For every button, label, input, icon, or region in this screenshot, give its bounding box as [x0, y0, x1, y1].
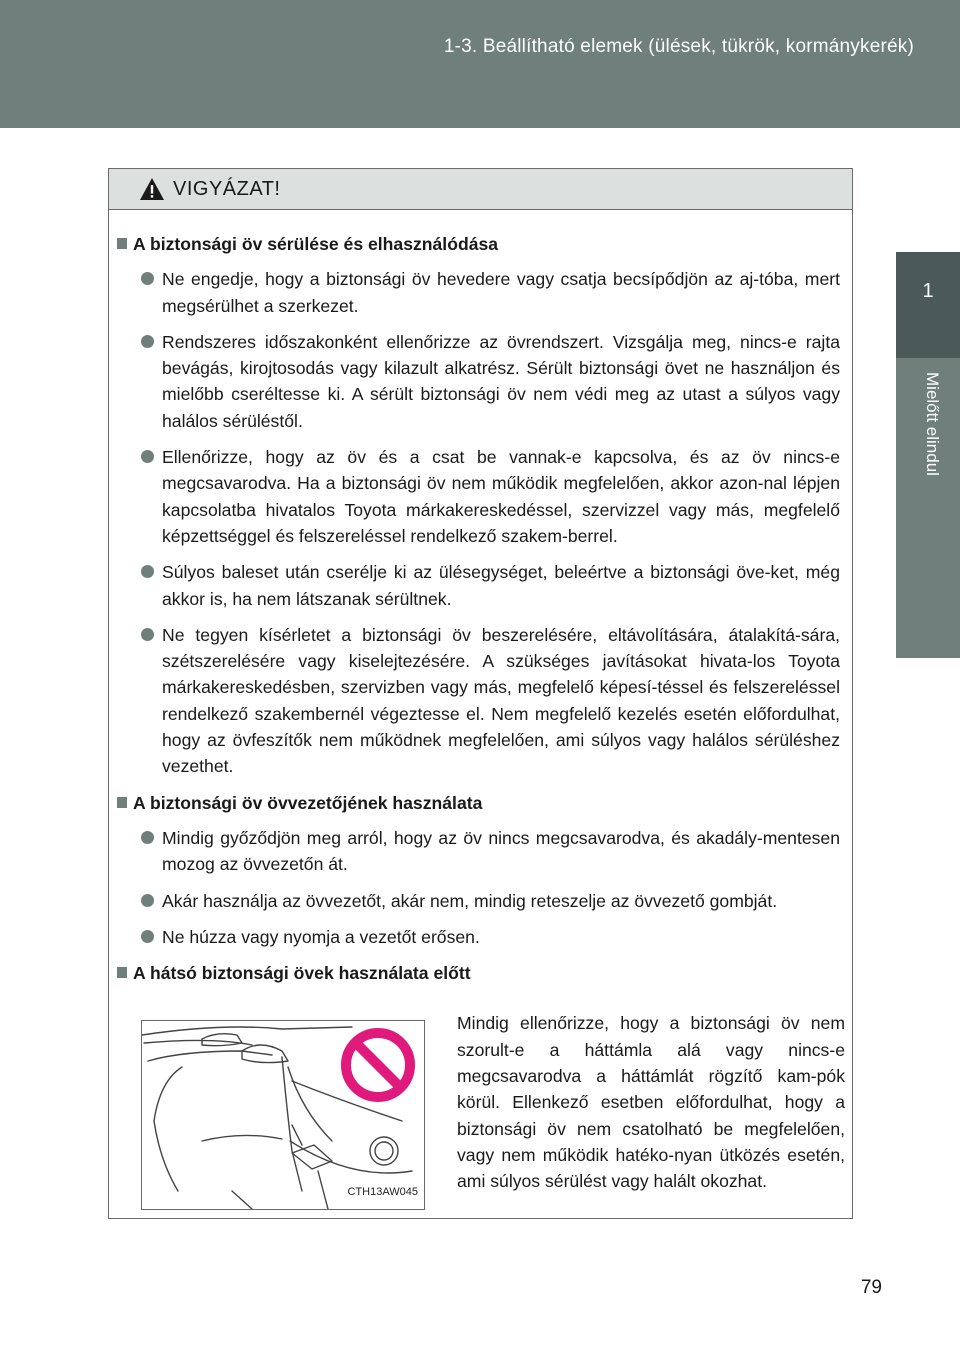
caution-box	[108, 168, 853, 1219]
section-title-belt-guide: A biztonsági öv övvezetőjének használata	[117, 790, 840, 816]
bullet-item: Ne engedje, hogy a biztonsági öv hevedere vagy csatja becsípődjön az aj-tóba, mert megsérülhet a szerkezet.	[117, 266, 840, 319]
section-header-title: 1-3. Beállítható elemek (ülések, tükrök, kormánykerék)	[443, 36, 914, 57]
caution-body	[109, 210, 852, 1205]
side-tab-chapter-number-block	[896, 252, 960, 358]
section-title-damage: A biztonsági öv sérülése és elhasználódása	[117, 231, 840, 257]
caution-title: VIGYÁZAT!	[173, 177, 281, 200]
bullet-item: Mindig győződjön meg arról, hogy az öv nincs megcsavarodva, és akadály-mentesen mozog az övvezetőn át.	[117, 825, 840, 878]
side-tab-chapter-label: Mielőtt elindul	[923, 372, 942, 476]
side-tab-chapter-number: 1	[922, 280, 934, 302]
header-band	[0, 0, 960, 128]
bullet-item: Ellenőrizze, hogy az öv és a csat be vannak-e kapcsolva, és az öv nincs-e megcsavarodva. Ha a biztonsági öv nem működik megfelelően, akkor azon-nal lépjen kapcsolatba hivatalos Toyota márkakereskedéssel, szervizzel vagy más, megfelelő képzettséggel és felszereléssel rendelkező szakem-berrel.	[117, 444, 840, 549]
caution-header	[109, 169, 852, 210]
bullet-item: Súlyos baleset után cserélje ki az ülésegységet, beleértve a biztonsági öve-ket, még akkor is, ha nem látszanak sérültnek.	[117, 559, 840, 612]
figure-code: CTH13AW045	[347, 1186, 418, 1199]
warning-triangle-icon	[139, 177, 165, 201]
rear-belt-illustration-row	[117, 995, 845, 1205]
bullet-item: Ne tegyen kísérletet a biztonsági öv beszerelésére, eltávolítására, átalakítá-sára, szétszerelésére vagy kiselejtezésére. A szükséges javításokat hivata-los Toyota márkakereskedésben, szervizben vagy más, megfelelő képesí-téssel és felszereléssel rendelkező szakembernél végeztesse el. Nem megfelelő kezelés esetén előfordulhat, hogy az övfeszítők nem működnek megfelelően, ami súlyos vagy halálos sérüléshez vezethet.	[117, 622, 840, 780]
section-title-rear-belts: A hátsó biztonsági övek használata előtt	[117, 960, 840, 986]
rear-seat-belt-illustration	[141, 1020, 425, 1210]
prohibition-sign-icon	[346, 1033, 410, 1097]
bullet-item: Ne húzza vagy nyomja a vezetőt erősen.	[117, 924, 840, 950]
page-number: 79	[860, 1277, 882, 1298]
bullet-item: Akár használja az övvezetőt, akár nem, mindig reteszelje az övvezető gombját.	[117, 888, 840, 914]
rear-belt-paragraph: Mindig ellenőrizze, hogy a biztonsági öv nem szorult-e a háttámla alá vagy nincs-e megcsavarodva a háttámlát rögzítő kam-pók körül. Ellenkező esetben előfordulhat, hogy a biztonsági öv nem csatolható be megfelelően, vagy nem működik hatéko-nyan ütközés esetén, ami súlyos sérülést vagy halált okozhat.	[457, 1013, 845, 1192]
bullet-item: Rendszeres időszakonként ellenőrizze az övrendszert. Vizsgálja meg, nincs-e rajta bevágás, kirojtosodás vagy kilazult alkatrész. Sérült biztonsági övet ne használjon és mielőbb cseréltesse ki. A sérült biztonsági öv nem védi meg az utast a súlyos vagy halálos sérüléstől.	[117, 329, 840, 434]
